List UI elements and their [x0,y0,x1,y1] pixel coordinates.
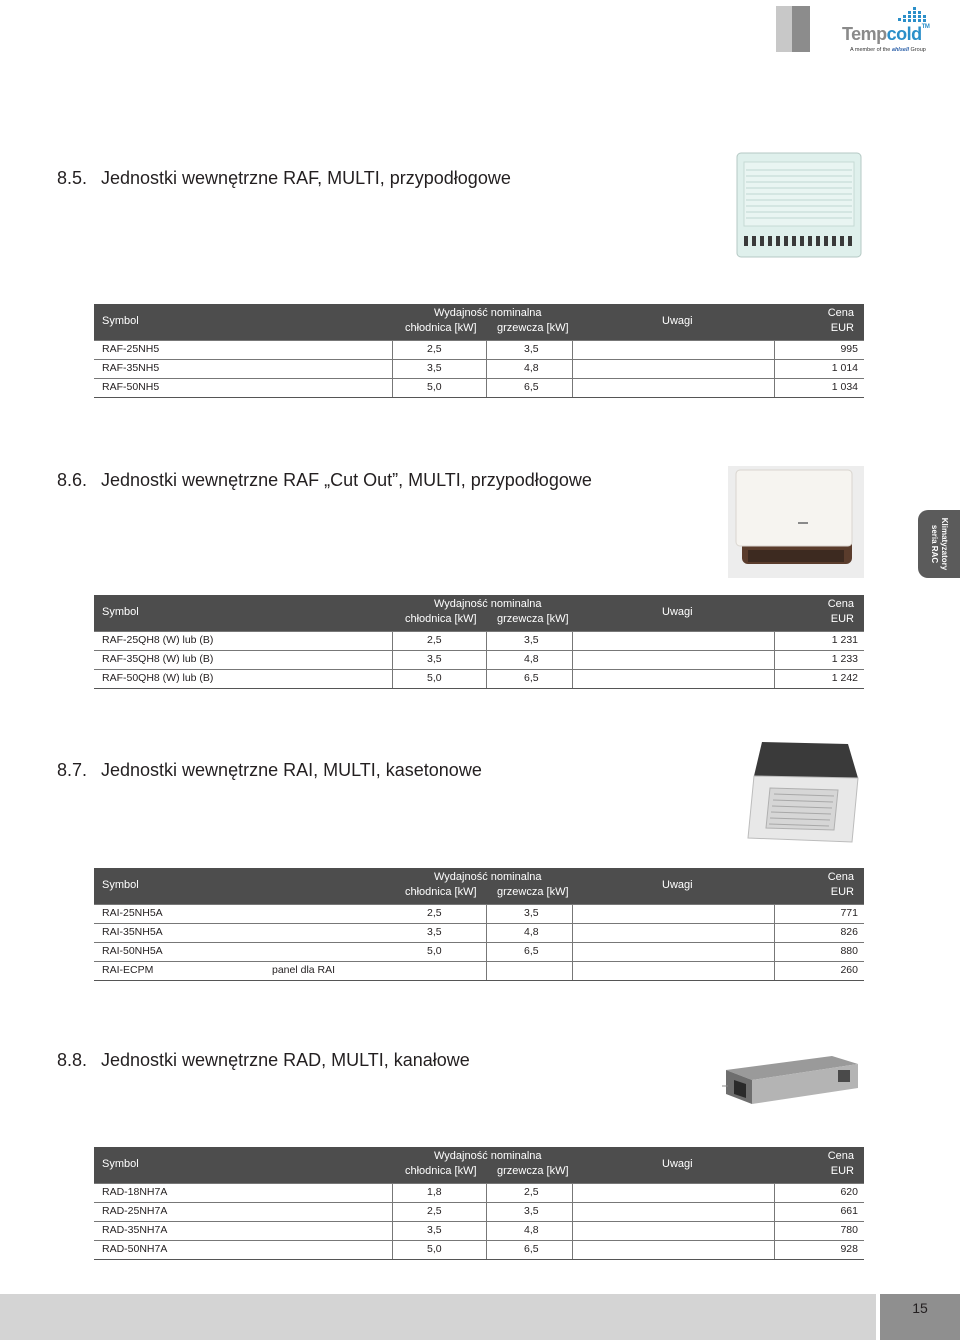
header-symbol: Symbol [102,606,139,618]
table-row: RAI-25NH5A 2,5 3,5 771 [94,904,864,923]
logo-tagline: A member of the ahlsell Group [850,47,926,53]
header-price: Cena [827,598,854,610]
header-decor-bar-dark [792,6,810,52]
table-header [94,868,864,904]
header-currency: EUR [830,613,854,625]
section-heading: 8.7. Jednostki wewnętrzne RAI, MULTI, kasetonowe [57,760,482,780]
header-currency: EUR [830,322,854,334]
section-heading: 8.6. Jednostki wewnętrzne RAF „Cut Out”, MULTI, przypodłogowe [57,470,592,490]
price-table-raf-qh8 [94,595,864,689]
table-header [94,1147,864,1183]
header-notes: Uwagi [662,1158,693,1170]
header-notes: Uwagi [662,606,693,618]
section-heading: 8.5. Jednostki wewnętrzne RAF, MULTI, przypodłogowe [57,168,511,188]
table-row: RAF-25QH8 (W) lub (B) 2,5 3,5 1 231 [94,631,864,650]
price-table-rai [94,868,864,981]
header-cooling: chłodnica [kW] [405,886,477,898]
section-heading: 8.8. Jednostki wewnętrzne RAD, MULTI, kanałowe [57,1050,470,1070]
table-row: RAF-50QH8 (W) lub (B) 5,0 6,5 1 242 [94,669,864,688]
logo-bars-icon [894,6,934,26]
header-symbol: Symbol [102,1158,139,1170]
header-symbol: Symbol [102,879,139,891]
header-symbol: Symbol [102,315,139,327]
header-notes: Uwagi [662,315,693,327]
header-cooling: chłodnica [kW] [405,613,477,625]
side-section-tab [918,510,960,578]
header-capacity: Wydajność nominalna [434,1150,542,1162]
price-table-raf-nh5 [94,304,864,398]
header-cooling: chłodnica [kW] [405,322,477,334]
table-row: RAF-25NH5 2,5 3,5 995 [94,340,864,359]
side-tab-line2: seria RAC [930,524,939,564]
cassette-unit-image [740,738,864,850]
header-price: Cena [827,871,854,883]
footer-bar [0,1294,876,1340]
table-header [94,595,864,631]
page-footer [0,1294,960,1340]
footer-page-box [880,1294,960,1340]
header-notes: Uwagi [662,879,693,891]
header-decor-bar-light [776,6,792,52]
table-row: RAD-50NH7A 5,0 6,5 928 [94,1240,864,1259]
price-table-rad [94,1147,864,1260]
header-price: Cena [827,307,854,319]
tempcold-logo [842,6,948,54]
side-tab-line1: Klimatyzatory [940,517,949,571]
header-capacity: Wydajność nominalna [434,598,542,610]
table-row: RAF-35QH8 (W) lub (B) 3,5 4,8 1 233 [94,650,864,669]
floor-unit-image [736,152,862,258]
table-row: RAD-25NH7A 2,5 3,5 661 [94,1202,864,1221]
header-currency: EUR [830,1165,854,1177]
table-header [94,304,864,340]
table-row: RAI-35NH5A 3,5 4,8 826 [94,923,864,942]
header-currency: EUR [830,886,854,898]
table-row: RAD-35NH7A 3,5 4,8 780 [94,1221,864,1240]
table-row: RAI-50NH5A 5,0 6,5 880 [94,942,864,961]
header-capacity: Wydajność nominalna [434,871,542,883]
header-heating: grzewcza [kW] [497,1165,569,1177]
header-cooling: chłodnica [kW] [405,1165,477,1177]
header-capacity: Wydajność nominalna [434,307,542,319]
table-row: RAF-50NH5 5,0 6,5 1 034 [94,378,864,397]
table-row: RAD-18NH7A 1,8 2,5 620 [94,1183,864,1202]
header-heating: grzewcza [kW] [497,322,569,334]
logo-wordmark: Tempcold™ [842,24,930,44]
header-heating: grzewcza [kW] [497,886,569,898]
header-heating: grzewcza [kW] [497,613,569,625]
table-row: RAF-35NH5 3,5 4,8 1 014 [94,359,864,378]
table-row: RAI-ECPM panel dla RAI 260 [94,961,864,980]
cutout-floor-unit-image [728,466,864,578]
header-price: Cena [827,1150,854,1162]
ducted-unit-image [720,1050,864,1110]
page-number: 15 [912,1300,928,1316]
